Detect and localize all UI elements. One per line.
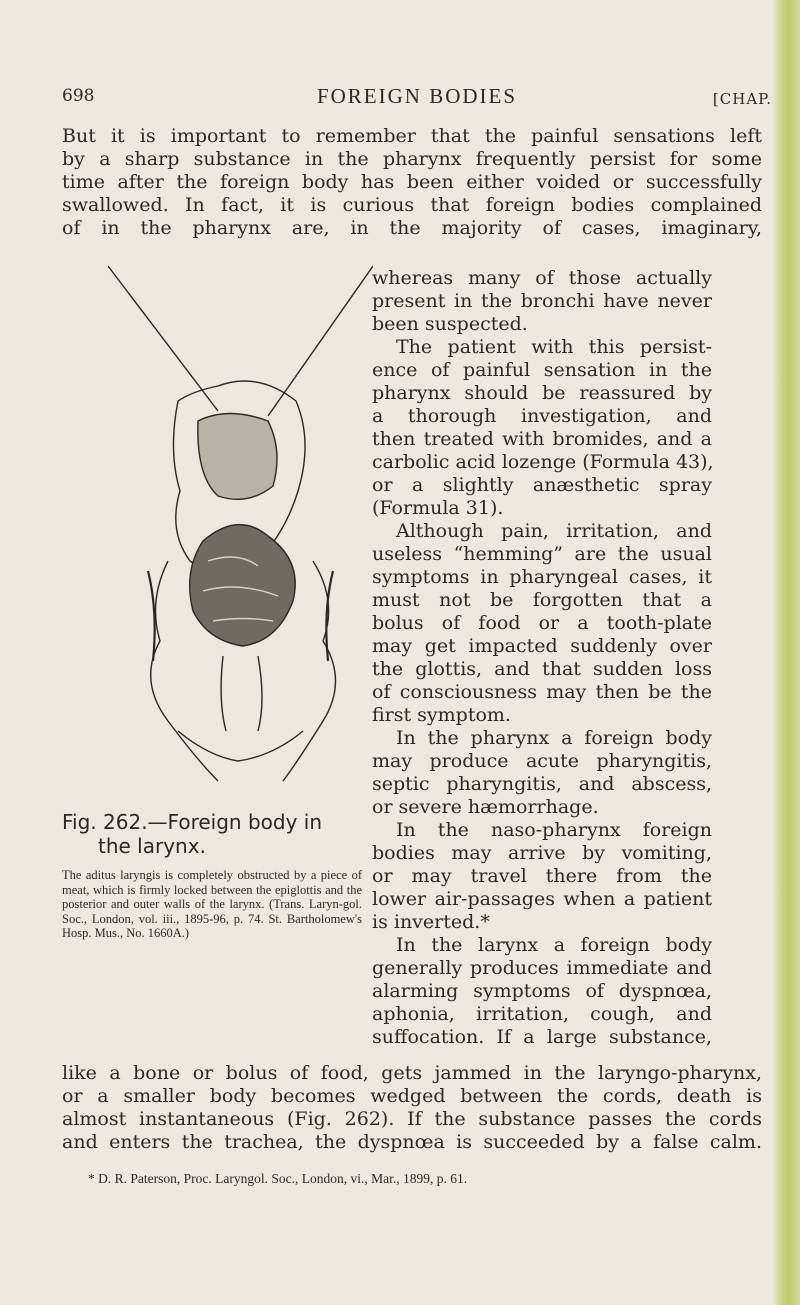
text-line: swallowed. In fact, it is curious that foreign bodies complained xyxy=(62,194,762,216)
text-line: by a sharp substance in the pharynx frequently persist for some xyxy=(62,148,762,170)
running-head: FOREIGN BODIES xyxy=(316,84,518,108)
aditus-shading xyxy=(198,414,277,500)
text-line: then treated with bromides, and a xyxy=(372,428,712,450)
text-line: alarming symptoms of dyspnœa, xyxy=(372,980,712,1002)
text-line: is inverted.* xyxy=(372,911,490,933)
text-line: whereas many of those actually xyxy=(372,267,712,289)
text-line: almost instantaneous (Fig. 262). If the substance passes the cords xyxy=(62,1108,762,1130)
text-line: septic pharyngitis, and abscess, xyxy=(372,773,712,795)
text-line: of consciousness may then be the xyxy=(372,681,712,703)
text-line: useless “hemming” are the usual xyxy=(372,543,712,565)
text-line: a thorough investigation, and xyxy=(372,405,712,427)
text-line: of in the pharynx are, in the majority of cases, imaginary, xyxy=(62,217,762,239)
text-line: In the pharynx a foreign body xyxy=(396,727,712,749)
page-header xyxy=(62,86,772,116)
text-line: or may travel there from the xyxy=(372,865,712,887)
text-line: must not be forgotten that a xyxy=(372,589,712,611)
text-line: lower air-passages when a patient xyxy=(372,888,712,910)
text-line: In the naso-pharynx foreign xyxy=(396,819,712,841)
larynx-illustration xyxy=(108,261,373,796)
text-line: may produce acute pharyngitis, xyxy=(372,750,712,772)
text-line: first symptom. xyxy=(372,704,511,726)
text-line: ence of painful sensation in the xyxy=(372,359,712,381)
left-wall-line xyxy=(108,266,218,411)
figure-caption-title xyxy=(62,810,362,858)
text-line: and enters the trachea, the dyspnœa is succeeded by a false calm. xyxy=(62,1131,762,1153)
text-line: But it is important to remember that the painful sensations left xyxy=(62,125,762,147)
text-line: the glottis, and that sudden loss xyxy=(372,658,712,680)
larynx-drawing xyxy=(108,261,373,796)
text-line: carbolic acid lozenge (Formula 43), xyxy=(372,451,714,473)
page-edge xyxy=(772,0,800,1305)
text-line: or a slightly anæsthetic spray xyxy=(372,474,712,496)
text-line: present in the bronchi have never xyxy=(372,290,712,312)
text-line: may get impacted suddenly over xyxy=(372,635,712,657)
figure-caption-body: The aditus laryngis is completely obstructed by a piece of meat, which is firmly locked between the epiglottis and the posterior and outer walls of the larynx. (Trans. Laryn-gol. Soc., London, vol. iii., 1895-96, p. 74. St. Bartholomew's Hosp. Mus., No. 1660A.) xyxy=(62,868,362,940)
vocal-cords xyxy=(221,656,262,731)
caption-title-line: the larynx. xyxy=(98,834,206,858)
text-line: like a bone or bolus of food, gets jammed in the laryngo-pharynx, xyxy=(62,1062,762,1084)
text-line: Although pain, irritation, and xyxy=(396,520,712,542)
text-line: (Formula 31). xyxy=(372,497,504,519)
text-line: symptoms in pharyngeal cases, it xyxy=(372,566,712,588)
text-line: pharynx should be reassured by xyxy=(372,382,712,404)
text-line: time after the foreign body has been either voided or successfully xyxy=(62,171,762,193)
text-line: The patient with this persist- xyxy=(396,336,712,358)
text-line: aphonia, irritation, cough, and xyxy=(372,1003,712,1025)
text-line: suffocation. If a large substance, xyxy=(372,1026,712,1048)
footnote: * D. R. Paterson, Proc. Laryngol. Soc., London, vi., Mar., 1899, p. 61. xyxy=(88,1171,468,1186)
page-number: 698 xyxy=(62,86,95,106)
text-line: bodies may arrive by vomiting, xyxy=(372,842,712,864)
right-wall-line xyxy=(268,266,373,416)
text-line: been suspected. xyxy=(372,313,528,335)
text-line: generally produces immediate and xyxy=(372,957,712,979)
text-line: In the larynx a foreign body xyxy=(396,934,712,956)
text-line: or a smaller body becomes wedged between the cords, death is xyxy=(62,1085,762,1107)
meat-foreign-body xyxy=(190,525,296,646)
text-line: bolus of food or a tooth-plate xyxy=(372,612,712,634)
chapter-mark: [CHAP. xyxy=(712,90,772,108)
caption-title-line: Fig. 262.—Foreign body in xyxy=(62,810,322,834)
text-line: or severe hæmorrhage. xyxy=(372,796,599,818)
